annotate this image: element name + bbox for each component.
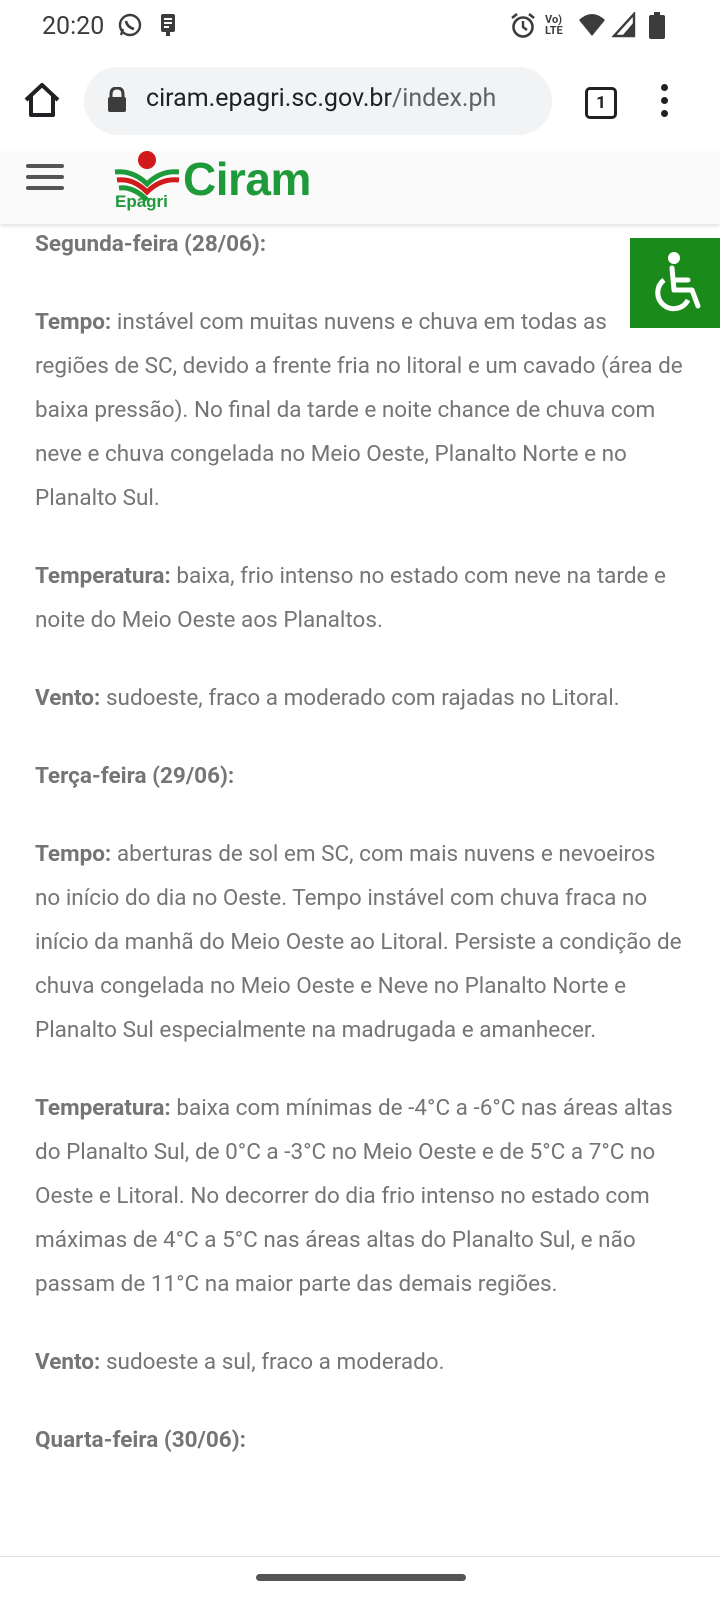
forecast-vento [35, 676, 685, 720]
home-icon [20, 78, 64, 122]
notification-icon [158, 12, 178, 42]
more-menu-icon[interactable] [656, 84, 672, 120]
bottom-divider [0, 1556, 720, 1557]
status-bar [0, 0, 720, 52]
forecast-tempo [35, 300, 685, 520]
forecast-content [35, 222, 685, 1496]
logo-text: Ciram [183, 153, 311, 205]
battery-icon [648, 12, 666, 44]
day-heading: Quarta-feira (30/06): [35, 1427, 246, 1453]
day-heading: Segunda-feira (28/06): [35, 231, 267, 257]
temperatura-text: baixa, frio intenso no estado com neve na tarde e noite do Meio Oeste aos Planaltos. [35, 563, 666, 633]
tempo-text: instável com muitas nuvens e chuva em todas as regiões de SC, devido a frente fria no litoral e um cavado (área de baixa pressão). No final da tarde e noite chance de chuva com neve e chuva congelada no Meio Oeste, Planalto Norte e no Planalto Sul. [35, 309, 683, 511]
vento-label: Vento: [35, 685, 101, 711]
day-heading: Terça-feira (29/06): [35, 763, 235, 789]
hamburger-menu-icon[interactable] [26, 164, 64, 194]
forecast-temperatura [35, 1086, 685, 1306]
forecast-vento [35, 1340, 685, 1384]
alarm-icon [510, 12, 536, 44]
address-bar[interactable] [84, 67, 552, 135]
browser-toolbar [0, 52, 720, 152]
wheelchair-icon [630, 238, 720, 328]
url-text[interactable] [146, 84, 496, 113]
signal-icon [612, 12, 636, 42]
lock-icon [106, 87, 128, 117]
logo-subtext: Epagri [115, 192, 168, 211]
vento-label: Vento: [35, 1349, 101, 1375]
site-header [0, 152, 720, 224]
tempo-label: Tempo: [35, 841, 112, 867]
status-time: 20:20 [42, 12, 105, 41]
wifi-icon [578, 12, 606, 42]
volte-icon: Vo) LTE [545, 13, 563, 37]
gesture-navigation-bar[interactable] [256, 1574, 466, 1581]
home-button[interactable] [20, 78, 64, 122]
url-path: /index.ph [391, 84, 497, 113]
tempo-label: Tempo: [35, 309, 112, 335]
vento-text: sudoeste, fraco a moderado com rajadas no Litoral. [105, 685, 620, 711]
temperatura-label: Temperatura: [35, 563, 171, 589]
accessibility-button[interactable] [630, 238, 720, 328]
whatsapp-icon [117, 12, 143, 42]
tempo-text: aberturas de sol em SC, com mais nuvens e nevoeiros no início do dia no Oeste. Tempo instável com chuva fraca no início da manhã do Meio Oeste ao Litoral. Persiste a condição de chuva congelada no Meio Oeste e Neve no Planalto Norte e Planalto Sul especialmente na madrugada e amanhecer. [35, 841, 682, 1043]
tab-switcher-button[interactable]: 1 [585, 87, 617, 119]
temperatura-text: baixa com mínimas de -4°C a -6°C nas áreas altas do Planalto Sul, de 0°C a -3°C no Meio Oeste e de 5°C a 7°C no Oeste e Litoral. No decorrer do dia frio intenso no estado com máximas de 4°C a 5°C nas áreas altas do Planalto Sul, e não passam de 11°C na maior parte das demais regiões. [35, 1095, 673, 1297]
url-domain: ciram.epagri.sc.gov.br [146, 84, 392, 113]
ciram-logo[interactable] [113, 150, 323, 220]
vento-text: sudoeste a sul, fraco a moderado. [105, 1349, 445, 1375]
forecast-tempo [35, 832, 685, 1052]
forecast-temperatura [35, 554, 685, 642]
temperatura-label: Temperatura: [35, 1095, 171, 1121]
